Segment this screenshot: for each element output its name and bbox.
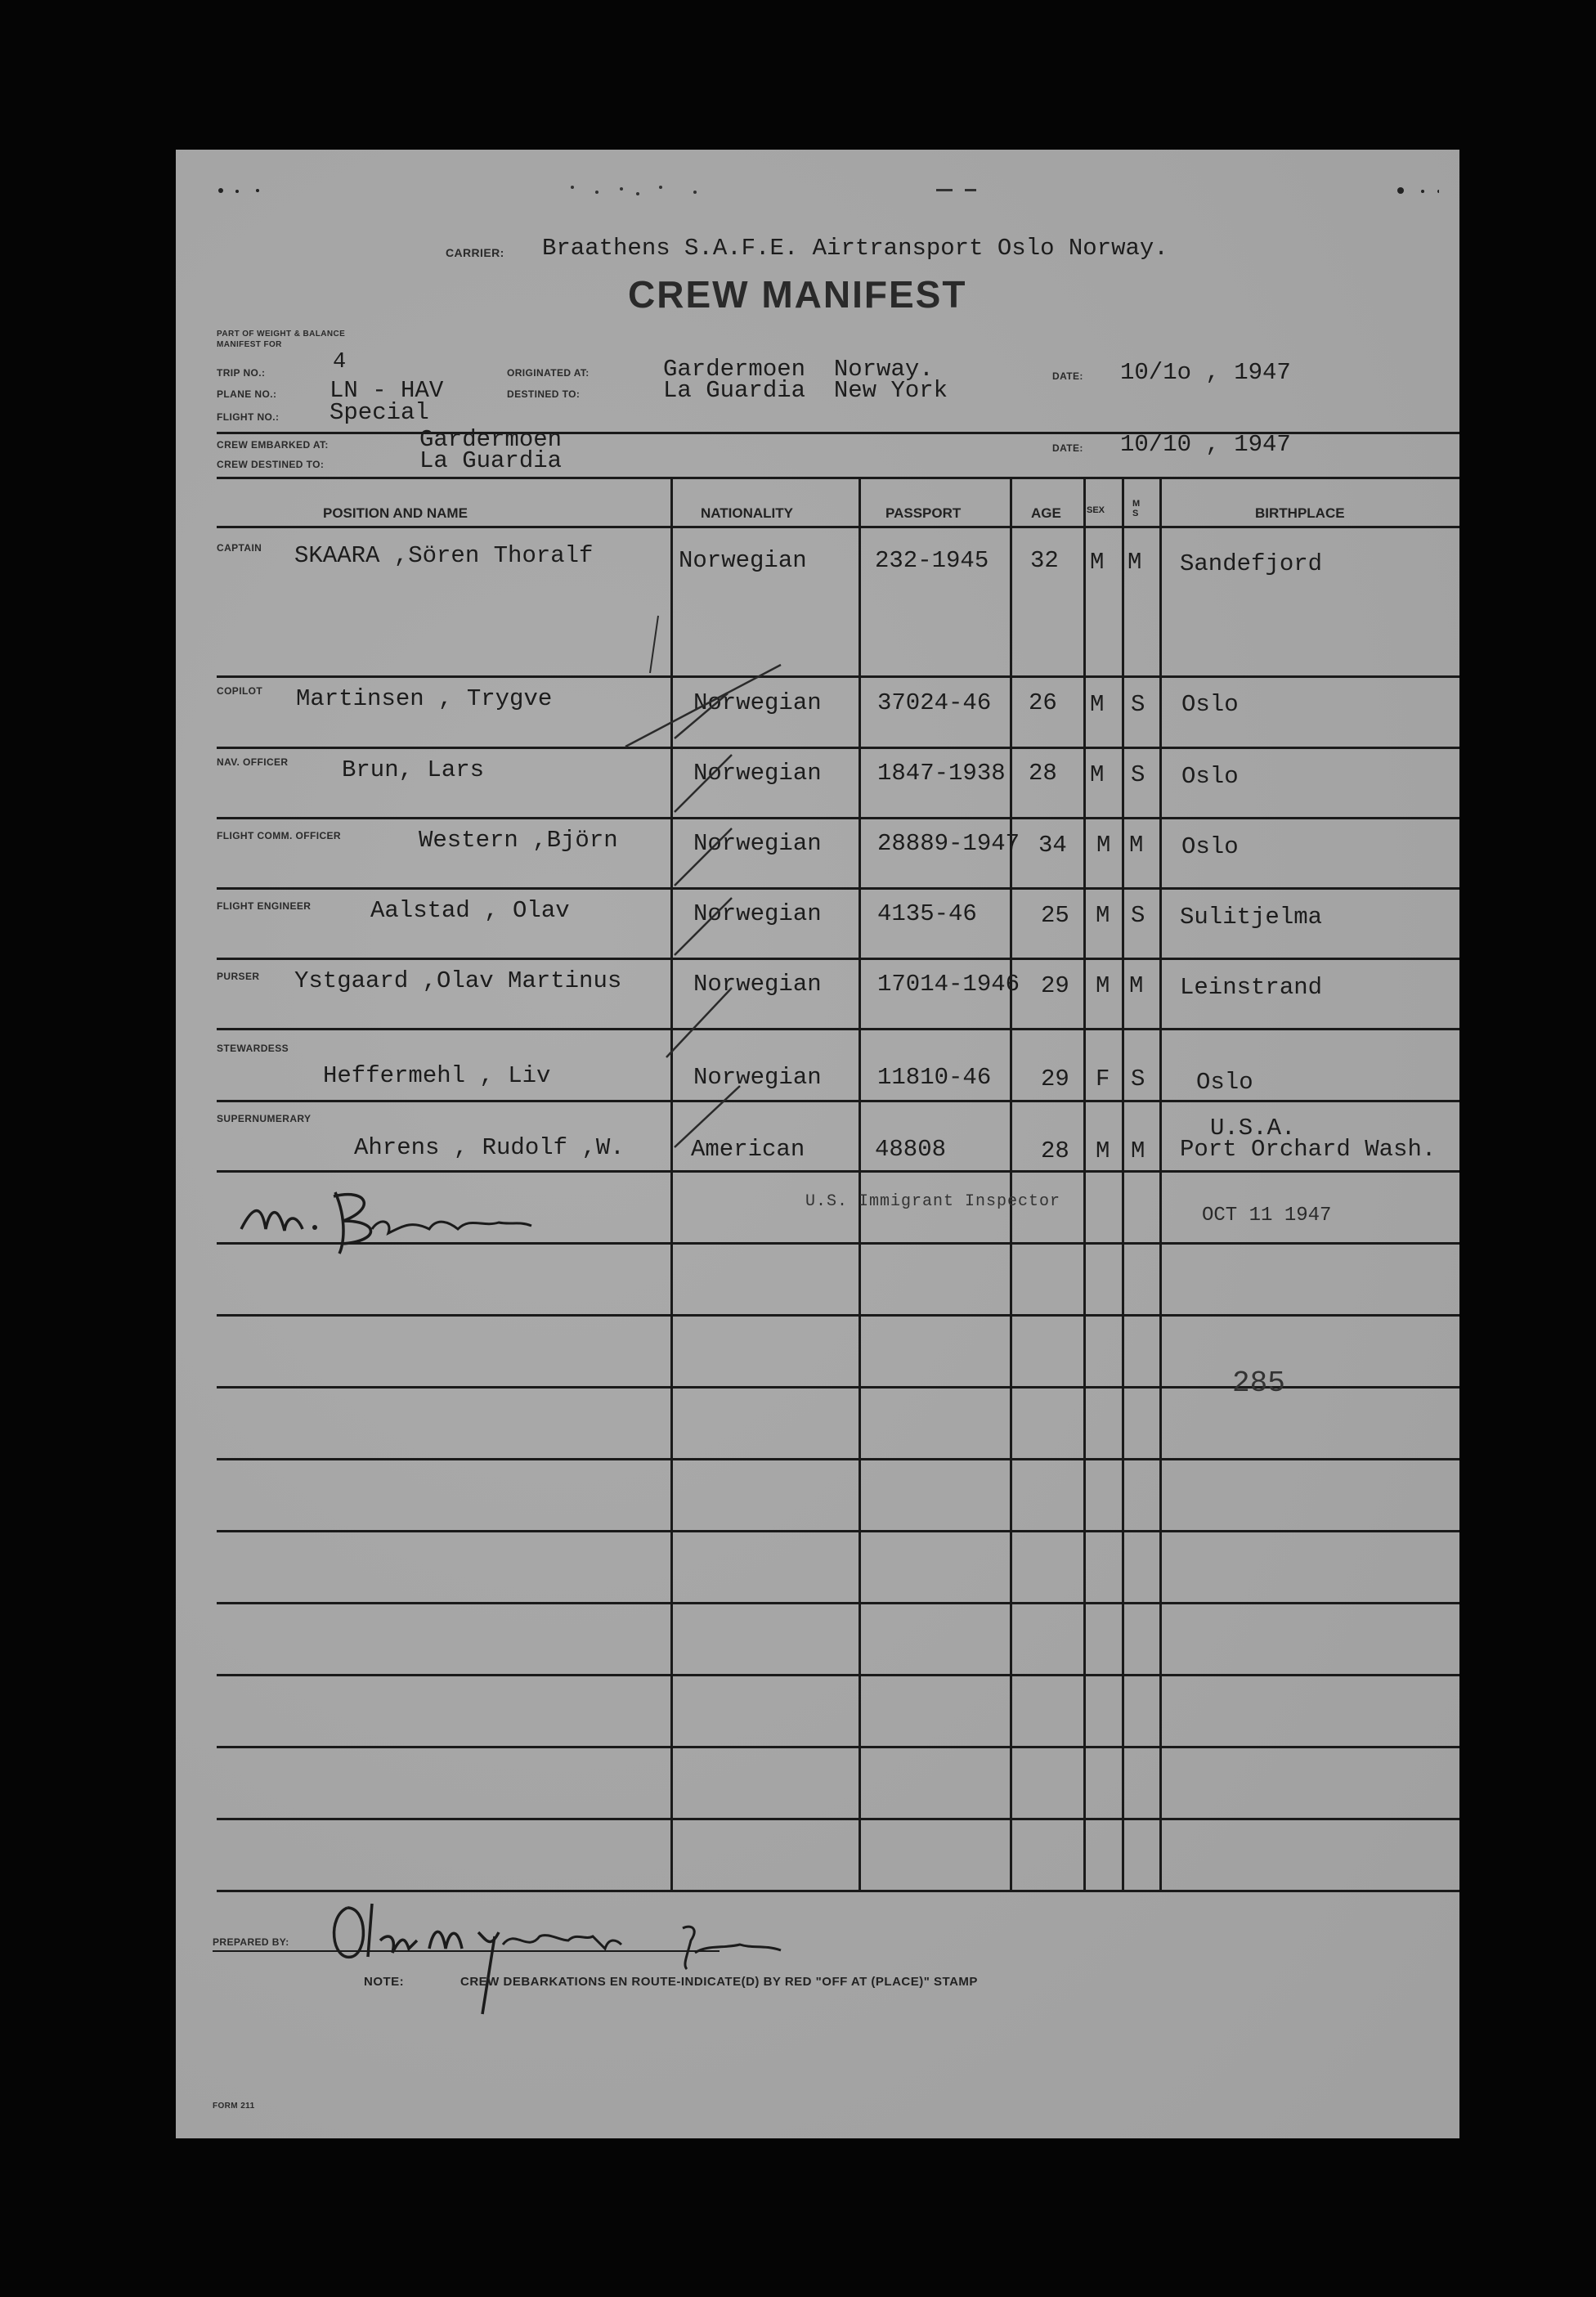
prepared-by-signature [323, 1891, 814, 2022]
date-value-2: 10/10 , 1947 [1120, 431, 1291, 458]
date-label-1: DATE: [1052, 370, 1083, 382]
crew-birthplace: Oslo [1196, 1069, 1253, 1096]
carrier-label: CARRIER: [446, 246, 504, 259]
print-speckles [213, 182, 1439, 199]
inspector-signature [237, 1172, 564, 1262]
carrier-value: Braathens S.A.F.E. Airtransport Oslo Norway. [542, 235, 1168, 262]
col-divider-sex [1083, 477, 1086, 1891]
crew-destined-value: La Guardia [419, 447, 563, 474]
row-line [217, 1818, 1459, 1820]
crew-nationality: Norwegian [693, 1064, 822, 1091]
note-label: NOTE: [364, 1975, 405, 1989]
destined-value: La Guardia New York [663, 377, 948, 404]
table-top-line [217, 477, 1459, 479]
col-divider-passport [859, 477, 861, 1891]
crew-position: STEWARDESS [217, 1043, 289, 1054]
col-header-nationality: NATIONALITY [701, 505, 794, 521]
page-number: 285 [1232, 1366, 1285, 1400]
originated-value: Gardermoen Norway. [663, 356, 934, 383]
row-line [217, 1314, 1459, 1317]
col-header-ms: M S [1132, 499, 1141, 518]
row-line [217, 958, 1459, 960]
crew-marital-status: M [1129, 832, 1144, 859]
flight-no-value: Special [330, 399, 429, 426]
col-header-age: AGE [1031, 505, 1061, 521]
row-line [217, 1530, 1459, 1532]
crew-name: SKAARA ,Sören Thoralf [294, 542, 594, 569]
flight-no-label: FLIGHT NO.: [217, 411, 280, 423]
crew-marital-status: S [1131, 691, 1145, 718]
crew-birthplace-detail: Port Orchard Wash. [1180, 1136, 1437, 1163]
plane-no-value: LN - HAV [330, 377, 444, 404]
check-marks [617, 575, 797, 1196]
crew-marital-status: M [1129, 972, 1144, 999]
crew-sex: M [1096, 972, 1110, 999]
manifest-for-label: MANIFEST FOR [217, 340, 282, 349]
crew-passport: 17014-1946 [877, 971, 1020, 998]
note-text: CREW DEBARKATIONS EN ROUTE-INDICATE(D) BY RED "OFF AT (PLACE)" STAMP [460, 1975, 978, 1989]
crew-age: 29 [1041, 972, 1069, 999]
row-line [217, 747, 1459, 749]
crew-birthplace: Sandefjord [1180, 550, 1323, 577]
row-line [217, 1746, 1459, 1748]
crew-passport: 4135-46 [877, 900, 977, 927]
crew-destined-label: CREW DESTINED TO: [217, 459, 325, 470]
part-of-label: PART OF WEIGHT & BALANCE [217, 330, 346, 339]
crew-position: NAV. OFFICER [217, 756, 289, 768]
crew-name: Aalstad , Olav [370, 897, 570, 924]
crew-age: 28 [1041, 1137, 1069, 1164]
trip-no-value: 4 [333, 350, 347, 375]
page-title: CREW MANIFEST [628, 273, 967, 316]
form-number: FORM 211 [213, 2102, 255, 2111]
row-line [217, 1028, 1459, 1030]
row-line [217, 817, 1459, 819]
date-value-1: 10/1o , 1947 [1120, 359, 1291, 386]
originated-label: ORIGINATED AT: [507, 367, 590, 379]
crew-sex: M [1090, 549, 1105, 576]
crew-marital-status: S [1131, 761, 1145, 788]
crew-position: CAPTAIN [217, 542, 262, 554]
crew-birthplace: Leinstrand [1180, 974, 1323, 1001]
crew-position: COPILOT [217, 685, 263, 697]
crew-sex: M [1096, 902, 1110, 929]
row-line [217, 1100, 1459, 1102]
crew-nationality: Norwegian [693, 900, 822, 927]
col-header-birthplace: BIRTHPLACE [1255, 505, 1345, 521]
crew-sex: M [1090, 691, 1105, 718]
crew-passport: 48808 [875, 1136, 947, 1163]
crew-nationality: Norwegian [679, 547, 807, 574]
crew-passport: 232-1945 [875, 547, 989, 574]
col-header-position-name: POSITION AND NAME [323, 505, 468, 521]
crew-age: 26 [1029, 689, 1057, 716]
crew-nationality: Norwegian [693, 971, 822, 998]
crew-passport: 11810-46 [877, 1064, 992, 1091]
plane-no-label: PLANE NO.: [217, 388, 277, 400]
col-divider-ms [1122, 477, 1124, 1891]
crew-birthplace: Oslo [1181, 763, 1239, 790]
crew-sex: F [1096, 1066, 1110, 1092]
manifest-paper [176, 150, 1459, 2138]
row-line [217, 1674, 1459, 1676]
crew-nationality: Norwegian [693, 830, 822, 857]
crew-marital-status: M [1128, 549, 1142, 576]
crew-sex: M [1090, 761, 1105, 788]
prepared-by-label: PREPARED BY: [213, 1936, 289, 1948]
crew-sex: M [1096, 832, 1111, 859]
crew-nationality: American [691, 1136, 805, 1163]
col-header-sex: SEX [1087, 505, 1105, 515]
crew-sex: M [1096, 1137, 1110, 1164]
trip-no-label: TRIP NO.: [217, 367, 266, 379]
crew-age: 29 [1041, 1066, 1069, 1092]
crew-name: Ahrens , Rudolf ,W. [354, 1134, 625, 1161]
crew-nationality: Norwegian [693, 689, 822, 716]
crew-name: Brun, Lars [342, 756, 485, 783]
crew-passport: 28889-1947 [877, 830, 1020, 857]
row-line [217, 1602, 1459, 1604]
crew-position: SUPERNUMERARY [217, 1113, 312, 1124]
crew-passport: 37024-46 [877, 689, 992, 716]
crew-age: 32 [1030, 547, 1059, 574]
crew-embarked-value: Gardermoen [419, 426, 563, 453]
crew-age: 34 [1038, 832, 1067, 859]
crew-name: Heffermehl , Liv [323, 1062, 551, 1089]
crew-birthplace: U.S.A. [1210, 1115, 1296, 1142]
crew-age: 28 [1029, 760, 1057, 787]
crew-marital-status: M [1131, 1137, 1145, 1164]
crew-marital-status: S [1131, 902, 1145, 929]
col-divider-age [1010, 477, 1012, 1891]
crew-age: 25 [1041, 902, 1069, 929]
crew-nationality: Norwegian [693, 760, 822, 787]
col-divider-birthplace [1159, 477, 1162, 1891]
inspector-stamp-date: OCT 11 1947 [1202, 1205, 1332, 1227]
row-line [217, 887, 1459, 890]
crew-marital-status: S [1131, 1066, 1145, 1092]
crew-name: Martinsen , Trygve [296, 685, 553, 712]
crew-position: PURSER [217, 971, 260, 982]
crew-embarked-label: CREW EMBARKED AT: [217, 439, 329, 451]
row-line [217, 675, 1459, 678]
row-line [217, 1458, 1459, 1460]
inspector-label: U.S. Immigrant Inspector [805, 1192, 1061, 1211]
crew-birthplace: Oslo [1181, 691, 1239, 718]
crew-position: FLIGHT COMM. OFFICER [217, 830, 341, 841]
crew-name: Western ,Björn [419, 827, 618, 854]
crew-name: Ystgaard ,Olav Martinus [294, 967, 622, 994]
crew-position: FLIGHT ENGINEER [217, 900, 312, 912]
destined-label: DESTINED TO: [507, 388, 581, 400]
crew-birthplace: Oslo [1181, 833, 1239, 860]
col-header-passport: PASSPORT [885, 505, 962, 521]
table-header-line [217, 526, 1459, 528]
crew-birthplace: Sulitjelma [1180, 904, 1323, 931]
date-label-2: DATE: [1052, 442, 1083, 454]
crew-passport: 1847-1938 [877, 760, 1006, 787]
